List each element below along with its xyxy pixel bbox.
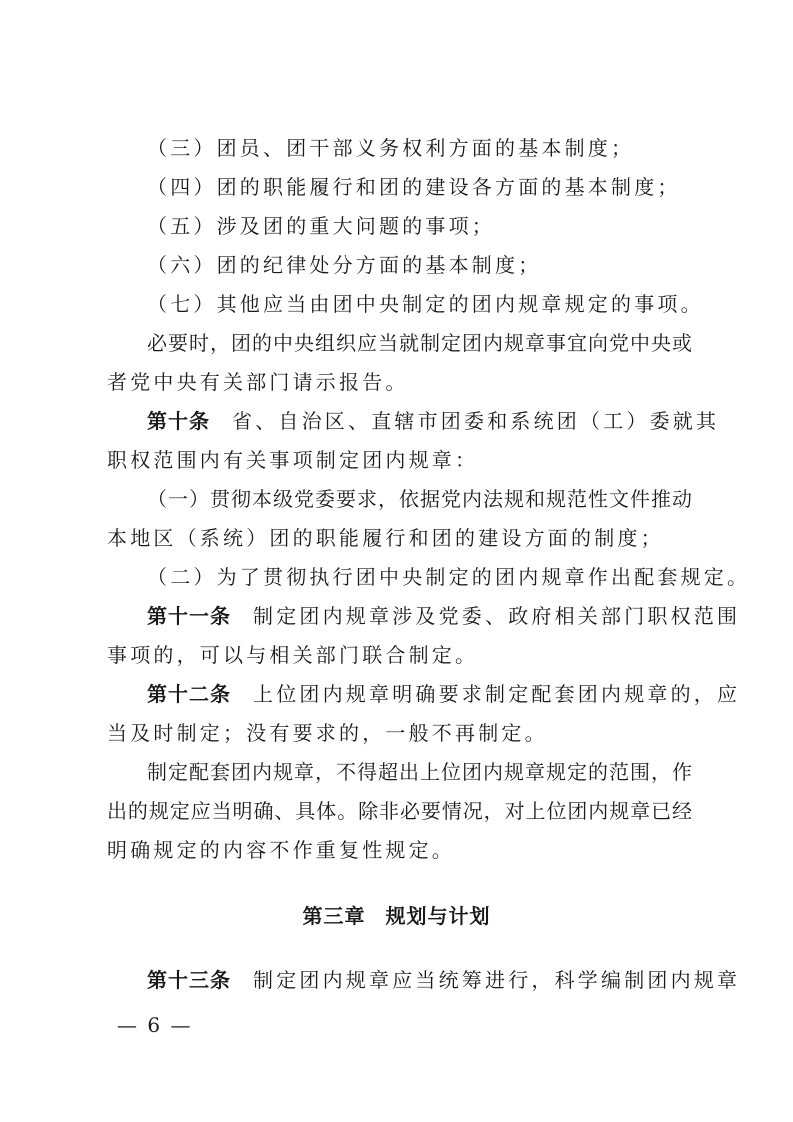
- article-heading: 第十条: [147, 409, 210, 433]
- article-heading: 第十二条: [147, 682, 231, 706]
- paragraph-line: 制定配套团内规章，不得超出上位团内规章规定的范围，作: [147, 760, 692, 784]
- list-item-6: （六）团的纪律处分方面的基本制度；: [147, 253, 542, 277]
- list-item-4: （四）团的职能履行和团的建设各方面的基本制度；: [147, 175, 681, 199]
- paragraph-line: 当及时制定；没有要求的，一般不再制定。: [107, 721, 548, 745]
- paragraph-line: 者党中央有关部门请示报告。: [107, 370, 409, 394]
- chapter-heading: [0, 902, 793, 930]
- paragraph-line: 出的规定应当明确、具体。除非必要情况，对上位团内规章已经: [107, 799, 692, 823]
- list-item-7: （七）其他应当由团中央制定的团内规章规定的事项。: [147, 292, 704, 316]
- paragraph-line: 必要时，团的中央组织应当就制定团内规章事宜向党中央或: [147, 331, 692, 355]
- list-item-2: （二）为了贯彻执行团中央制定的团内规章作出配套规定。: [147, 565, 751, 589]
- paragraph-line: 明确规定的内容不作重复性规定。: [107, 838, 455, 862]
- article-text: 省、自治区、直辖市团委和系统团（工）委就其: [232, 409, 720, 433]
- list-item-5: （五）涉及团的重大问题的事项；: [147, 214, 495, 238]
- paragraph-line: 事项的，可以与相关部门联合制定。: [107, 643, 479, 667]
- paragraph-line: 职权范围内有关事项制定团内规章：: [107, 448, 479, 472]
- article-heading: 第十一条: [147, 604, 231, 628]
- article-10: [147, 407, 720, 435]
- article-text: 制定团内规章应当统筹进行，科学编制团内规章: [253, 968, 741, 992]
- page-number: — 6 —: [117, 1013, 193, 1037]
- list-item-3: （三）团员、团干部义务权利方面的基本制度；: [147, 136, 635, 160]
- article-heading: 第十三条: [147, 968, 231, 992]
- paragraph-line: 本地区（系统）团的职能履行和团的建设方面的制度；: [107, 526, 664, 550]
- list-item-1: （一）贯彻本级党委要求，依据党内法规和规范性文件推动: [147, 487, 692, 511]
- chapter-number: 第三章: [302, 904, 366, 928]
- article-text: 制定团内规章涉及党委、政府相关部门职权范围: [253, 604, 741, 628]
- article-12: [147, 680, 741, 708]
- chapter-title: 规划与计划: [385, 904, 491, 928]
- article-13: [147, 966, 741, 994]
- article-text: 上位团内规章明确要求制定配套团内规章的，应: [253, 682, 741, 706]
- article-11: [147, 602, 741, 630]
